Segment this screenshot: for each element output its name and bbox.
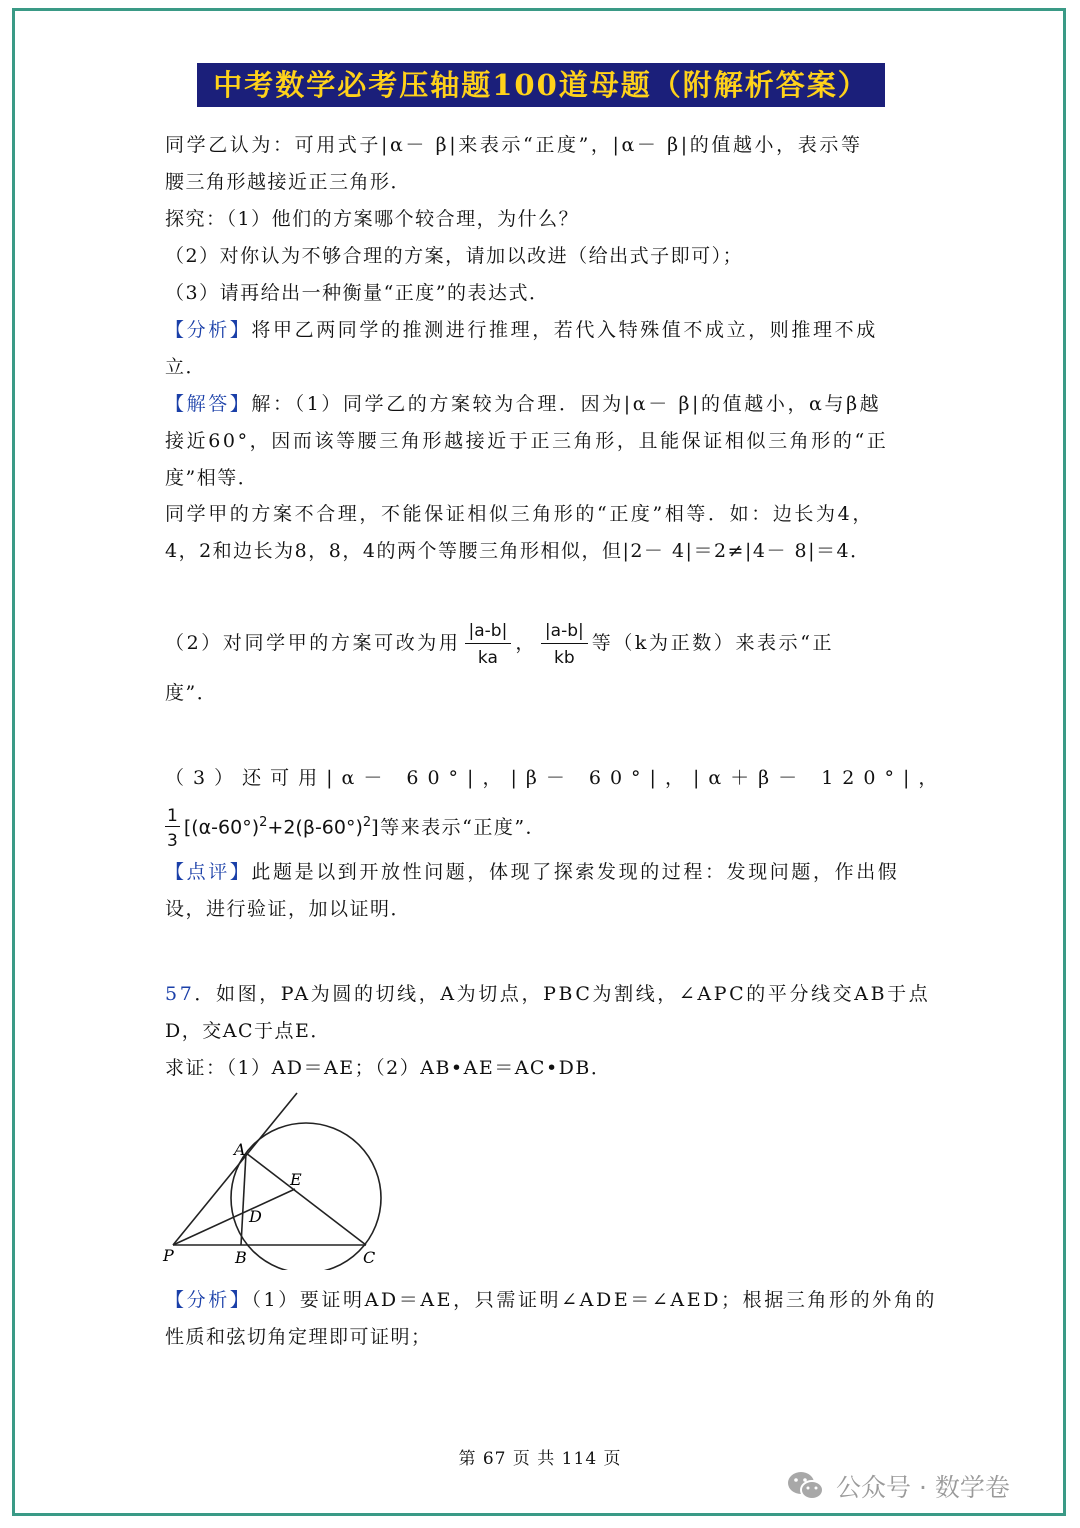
text-line: 性质和弦切角定理即可证明；	[165, 1326, 432, 1348]
text-line: （3）还可用|α－ 60°|，|β－ 60°|，|α＋β－ 120°|，	[165, 767, 947, 789]
text-span: ]等来表示“正度”．	[371, 816, 547, 839]
text-span: 将甲乙两同学的推测进行推理，若代入特殊值不成立，则推理不成	[251, 319, 878, 341]
text-line: 同学乙认为：可用式子|α－ β|来表示“正度”，|α－ β|的值越小，表示等	[165, 134, 863, 156]
text-span: （2）对同学甲的方案可改为用	[165, 632, 461, 654]
fraction	[165, 806, 180, 851]
geometry-figure	[155, 1085, 395, 1270]
analysis-paragraph	[165, 316, 920, 344]
text-line: 求证：（1）AD＝AE；（2）AB•AE＝AC•DB．	[165, 1057, 612, 1079]
fraction	[541, 621, 588, 668]
analysis-paragraph	[165, 1286, 938, 1314]
page-title: 中考数学必考压轴题100道母题（附解析答案）	[197, 63, 885, 107]
text-line: D，交AC于点E．	[165, 1020, 331, 1042]
formula-line	[165, 800, 920, 851]
review-paragraph	[165, 858, 920, 886]
label-p: P	[163, 1246, 174, 1265]
label-b: B	[235, 1248, 247, 1267]
text-span: +2(β-60°)	[267, 816, 363, 839]
text-line: 度”．	[165, 682, 218, 704]
answer-tag: 【解答】	[165, 393, 252, 415]
answer-paragraph	[165, 390, 920, 418]
text-span: 解：（1）同学乙的方案较为合理．因为|α－ β|的值越小，α与β越	[251, 393, 882, 415]
numerator: |a-b|	[541, 621, 588, 644]
numerator: 1	[167, 805, 178, 826]
bisector-line	[173, 1189, 295, 1245]
label-e: E	[290, 1170, 302, 1189]
denominator: 3	[167, 830, 178, 851]
question-number: 57	[165, 983, 195, 1005]
text-span: 等（k为正数）来表示“正	[591, 632, 835, 654]
text-line: 接近60°，因而该等腰三角形越接近于正三角形，且能保证相似三角形的“正	[165, 430, 889, 452]
page-number: 第 67 页 共 114 页	[458, 1449, 622, 1469]
text-span: ，	[515, 632, 537, 654]
superscript: 2	[362, 815, 372, 830]
superscript: 2	[259, 815, 268, 830]
segment-ab	[241, 1153, 246, 1245]
watermark-text: 公众号 · 数学卷	[836, 1473, 1010, 1502]
formula-line	[165, 618, 920, 668]
denominator: kb	[554, 647, 575, 668]
numerator: |a-b|	[465, 621, 512, 644]
text-line: 4，2和边长为8，8，4的两个等腰三角形相似，但|2－ 4|＝2≠|4－ 8|＝4．	[165, 540, 871, 562]
analysis-tag: 【分析】	[165, 319, 252, 341]
wechat-icon	[786, 1469, 826, 1503]
label-d: D	[249, 1207, 262, 1226]
text-span: 此题是以到开放性问题，体现了探索发现的过程：发现问题，作出假	[251, 861, 900, 883]
text-line: 腰三角形越接近正三角形．	[165, 171, 412, 193]
denominator: ka	[477, 647, 498, 668]
review-tag: 【点评】	[165, 861, 252, 883]
text-line: （3）请再给出一种衡量“正度”的表达式．	[165, 282, 550, 304]
text-line: 度”相等．	[165, 467, 259, 489]
analysis-tag: 【分析】	[165, 1289, 252, 1311]
text-span: ．如图，PA为圆的切线，A为切点，PBC为割线，∠APC的平分线交AB于点	[194, 983, 931, 1005]
text-line: 设，进行验证，加以证明．	[165, 898, 412, 920]
fraction	[465, 621, 512, 668]
segment-ac	[246, 1153, 366, 1245]
text-line: 探究：（1）他们的方案哪个较合理，为什么？	[165, 208, 580, 230]
circle	[231, 1123, 381, 1270]
watermark	[786, 1465, 1010, 1507]
text-line: 立．	[165, 356, 207, 378]
text-span: （1）要证明AD＝AE，只需证明∠ADE＝∠AED；根据三角形的外角的	[251, 1289, 938, 1311]
label-c: C	[363, 1248, 376, 1267]
text-line: 同学甲的方案不合理，不能保证相似三角形的“正度”相等．如：边长为4，	[165, 503, 874, 525]
label-a: A	[234, 1140, 246, 1159]
text-line: （2）对你认为不够合理的方案，请加以改进（给出式子即可）；	[165, 245, 744, 267]
text-span: [(α-60°)	[183, 816, 260, 839]
question-line	[165, 980, 931, 1008]
